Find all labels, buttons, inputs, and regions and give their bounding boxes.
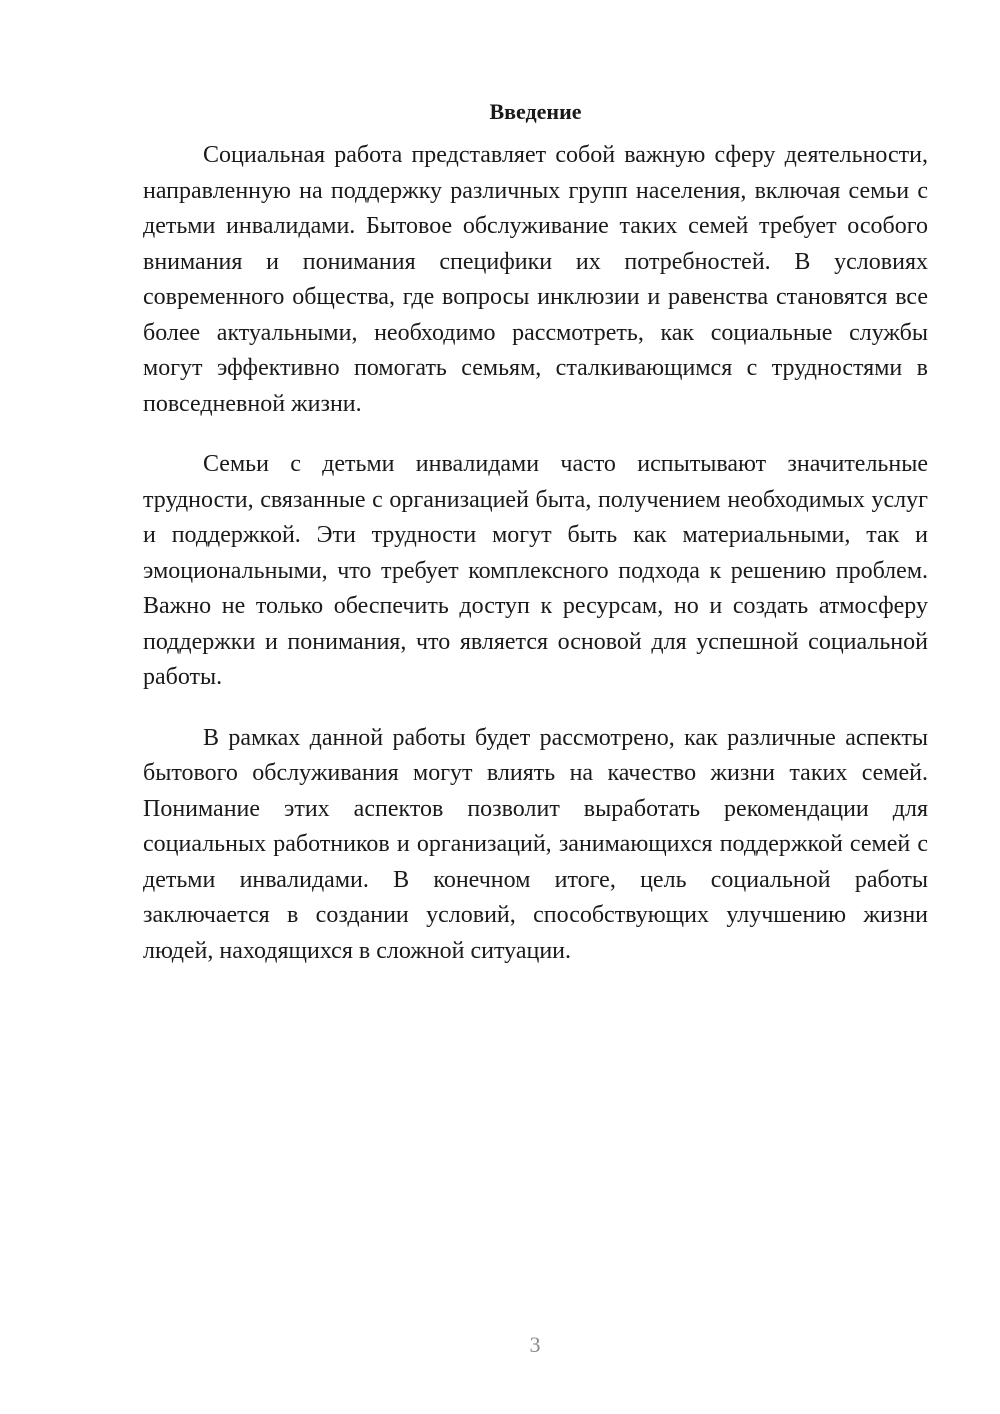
paragraph-3: В рамках данной работы будет рассмотрено, как различные аспекты бытового обслуживания могут влиять на качество жизни таких семей. Понимание этих аспектов позволит выработать рекомендации для социальных работников и организаций, занимающихся поддержкой семей с детьми инвалидами. В конечном итоге, цель социальной работы заключается в создании условий, способствующих улучшению жизни людей, находящихся в сложной ситуации. [143,724,928,964]
paragraph-1: Социальная работа представляет собой важную сферу деятельности, направленную на поддержку различных групп населения, включая семьи с детьми инвалидами. Бытовое обслуживание таких семей требует особого внимания и понимания специфики их потребностей. В условиях современного общества, где вопросы инклюзии и равенства становятся все более актуальными, необходимо рассмотреть, как социальные службы могут эффективно помогать семьям, сталкивающимся с трудностями в повседневной жизни. [143,142,928,417]
page-content [143,96,928,994]
section-heading: Введение [489,99,582,124]
paragraph-2: Семьи с детьми инвалидами часто испытывают значительные трудности, связанные с организацией быта, получением необходимых услуг и поддержкой. Эти трудности могут быть как материальными, так и эмоциональными, что требует комплексного подхода к решению проблем. Важно не только обеспечить доступ к ресурсам, но и создать атмосферу поддержки и понимания, что является основой для успешной социальной работы. [143,451,928,690]
page-number: 3 [529,1332,541,1357]
